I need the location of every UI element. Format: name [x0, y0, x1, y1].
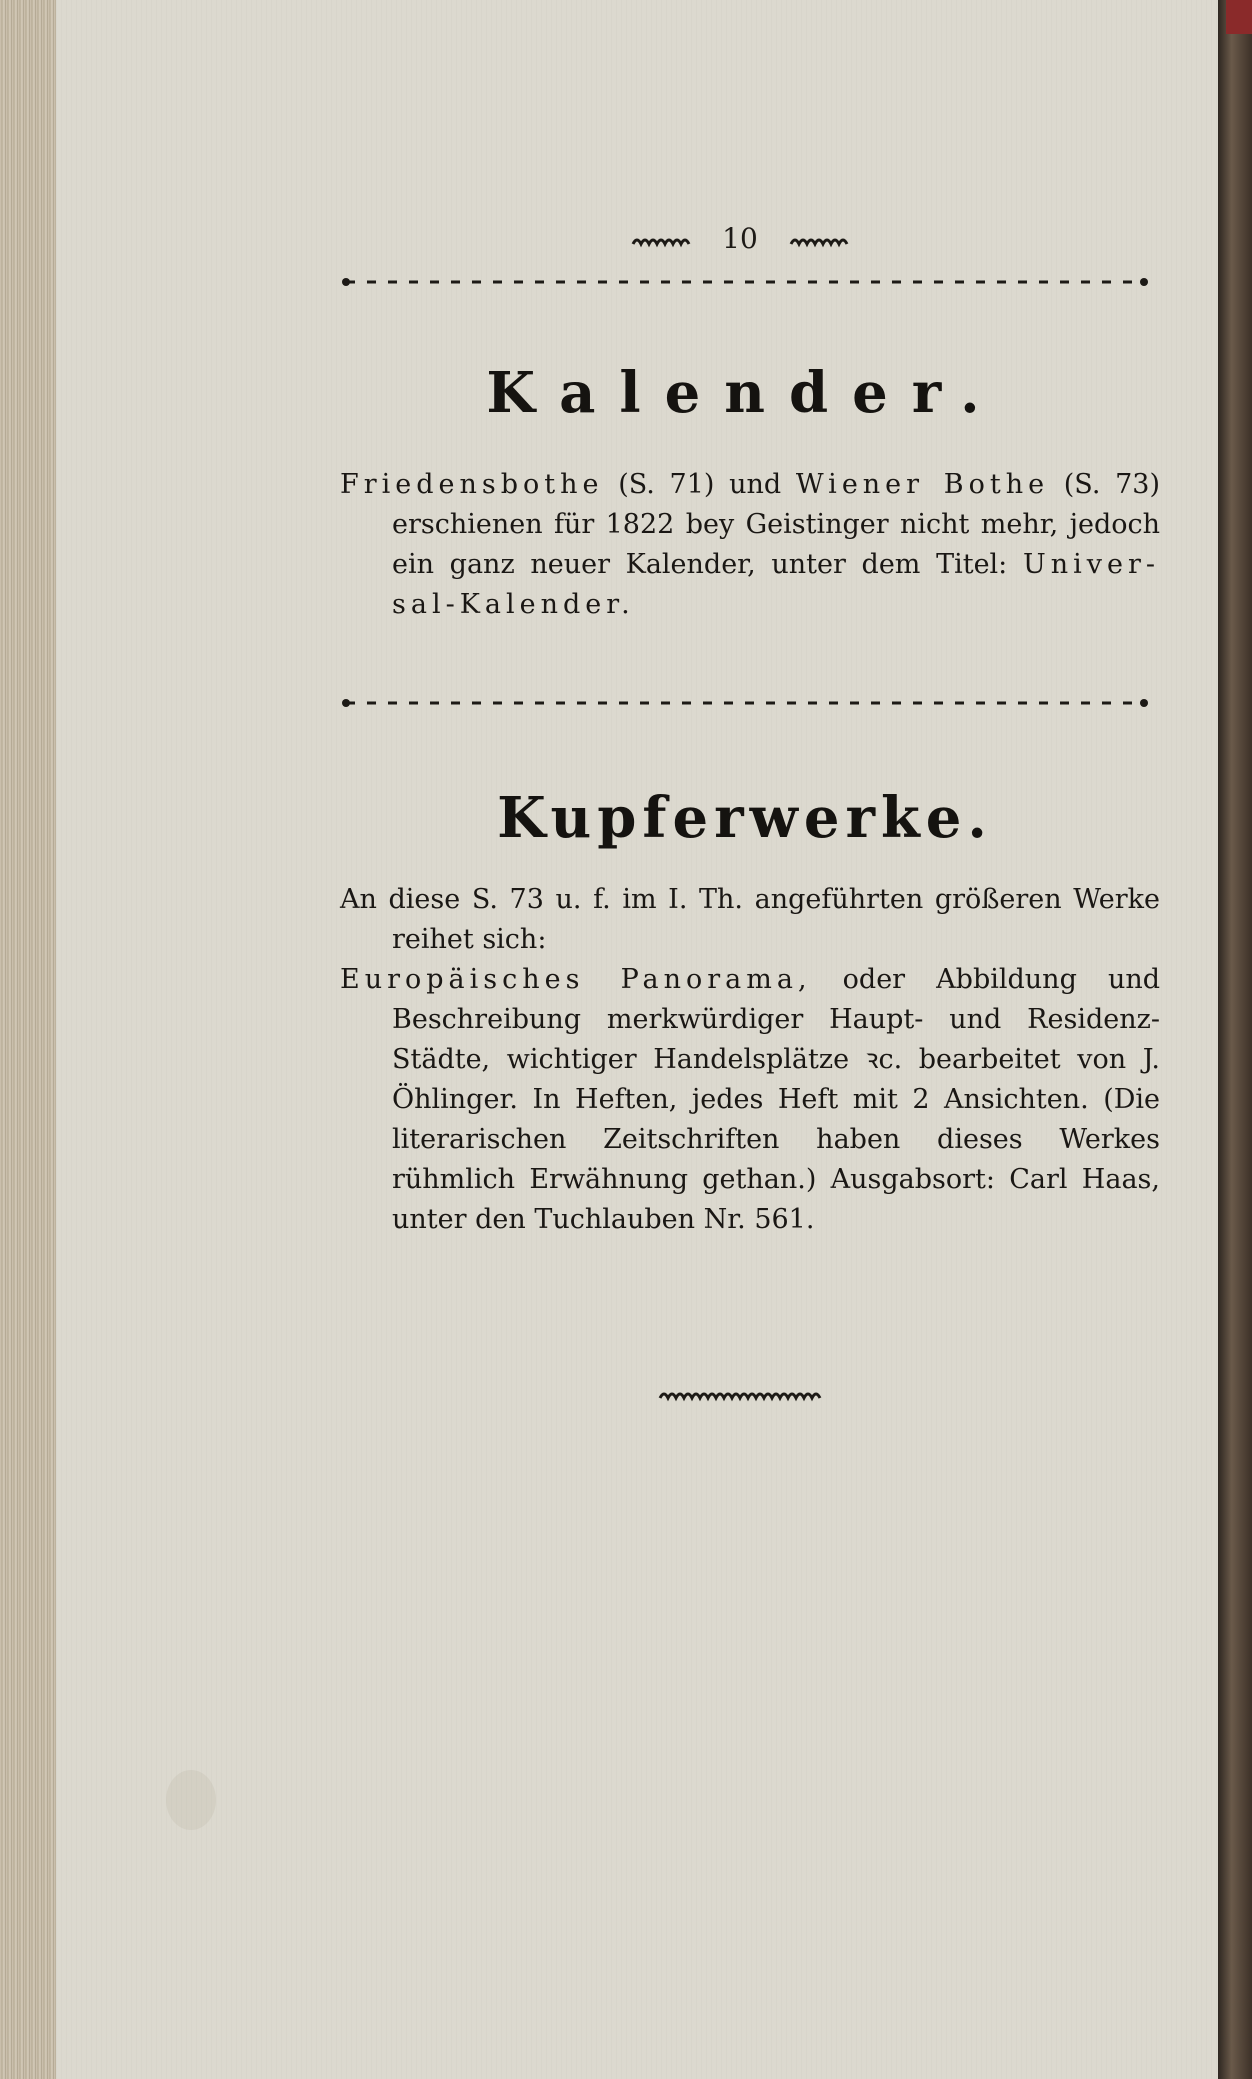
title-universal-kalender: Univer-sal-Kalender. [392, 549, 1160, 620]
text-segment: (S. 71) und [603, 469, 796, 500]
paragraph-panorama-entry [340, 960, 1160, 1240]
title-wiener-bothe: Wiener Bothe [795, 469, 1050, 500]
running-head [580, 222, 900, 262]
page-number: 10 [722, 222, 758, 255]
entry-text: oder Abbildung und Beschreibung merkwürdiger Haupt- und Residenz-Städte, wichtiger Handelsplätze ꝛc. bearbeitet von J. Öhlinger. In Heften, jedes Heft mit 2 Ansichten. (Die literarischen Zeitschriften haben dieses Werkes rühmlich Erwähnung gethan.) Ausgabsort: Carl Haas, unter den Tuchlauben Nr. 561. [392, 964, 1161, 1235]
wave-ornament-right-icon [789, 234, 849, 248]
heading-kalender: Kalender. [486, 360, 1004, 426]
paragraph-kalender [340, 465, 1160, 625]
wave-ornament-left-icon [631, 234, 691, 248]
paragraph-intro [340, 880, 1160, 960]
arrow-rule-top-icon [340, 272, 1150, 292]
text-segment: (S. 73) erschienen für 1822 bey Geistinger nicht mehr, jedoch ein ganz neuer Kalender, unter dem Titel: [392, 469, 1160, 580]
paper-stain [166, 1770, 216, 1830]
tail-ornament-icon [656, 1386, 836, 1406]
title-europaeisches-panorama: Europäisches Panorama, [340, 964, 812, 995]
book-cover-edge [1218, 0, 1252, 2079]
page-stack-edge [0, 0, 56, 2079]
red-cover-corner [1226, 0, 1252, 34]
heading-kupferwerke: Kupferwerke. [497, 785, 993, 851]
arrow-rule-middle-icon [340, 693, 1150, 713]
title-friedensbothe: Friedensbothe [340, 469, 604, 500]
intro-text: An diese S. 73 u. f. im I. Th. angeführten größeren Werke reihet sich: [340, 884, 1160, 955]
